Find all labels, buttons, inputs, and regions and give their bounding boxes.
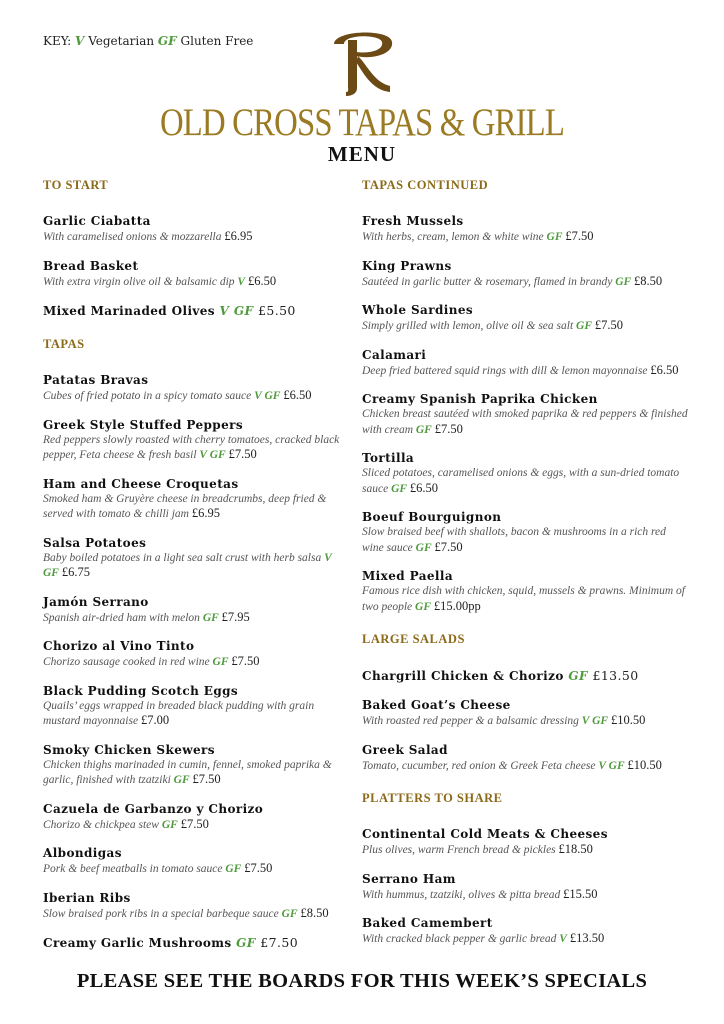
item-name bbox=[362, 569, 688, 584]
menu-item bbox=[43, 802, 343, 833]
item-description bbox=[43, 861, 343, 877]
item-name bbox=[43, 802, 343, 817]
item-price: £7.50 bbox=[192, 772, 221, 786]
item-description bbox=[43, 433, 343, 463]
item-price: £6.50 bbox=[650, 362, 679, 377]
dietary-tags: GF bbox=[546, 231, 563, 243]
dietary-tags: GF bbox=[161, 818, 178, 831]
menu-item bbox=[43, 303, 343, 319]
item-description bbox=[362, 758, 688, 774]
item-price: £7.50 bbox=[434, 421, 463, 436]
menu-item bbox=[362, 872, 688, 903]
item-description bbox=[43, 229, 343, 245]
item-price: £7.50 bbox=[180, 816, 209, 831]
dietary-tags: V GF bbox=[581, 715, 609, 727]
item-description-text: Chicken breast sautéed with smoked paprika & red peppers & finished with cream bbox=[362, 408, 688, 436]
right-menu-column bbox=[362, 178, 688, 961]
menu-item bbox=[362, 451, 688, 496]
item-name-text: Continental Cold Meats & Cheeses bbox=[362, 827, 608, 841]
item-description-text: With herbs, cream, lemon & white wine bbox=[362, 231, 544, 243]
menu-item bbox=[43, 477, 343, 522]
menu-item bbox=[43, 743, 343, 788]
item-price: £7.50 bbox=[594, 318, 623, 332]
item-name bbox=[362, 698, 688, 713]
item-description-text: Simply grilled with lemon, olive oil & sea salt bbox=[362, 320, 574, 332]
dietary-tags: V bbox=[237, 275, 246, 288]
item-price: £6.50 bbox=[283, 388, 312, 402]
dietary-tags: GF bbox=[281, 907, 298, 920]
menu-item bbox=[43, 684, 343, 729]
item-price: £7.00 bbox=[140, 713, 170, 727]
item-price: £8.50 bbox=[300, 905, 329, 920]
item-description bbox=[362, 466, 688, 496]
section-heading: TAPAS CONTINUED bbox=[362, 178, 489, 192]
item-price: £10.50 bbox=[610, 713, 646, 727]
item-description bbox=[362, 229, 688, 245]
item-name-text: Tortilla bbox=[362, 451, 415, 465]
item-description bbox=[362, 525, 688, 555]
item-name-text: Whole Sardines bbox=[362, 303, 474, 317]
item-description-text: Chicken thighs marinaded in cumin, fennel, smoked paprika & garlic, finished with tzatziki bbox=[43, 758, 332, 786]
item-name bbox=[43, 373, 343, 388]
item-name-text: Bread Basket bbox=[43, 258, 139, 273]
item-price: £18.50 bbox=[558, 842, 593, 856]
item-description bbox=[362, 584, 688, 614]
item-name-text: Cazuela de Garbanzo y Chorizo bbox=[43, 801, 264, 816]
item-description-text: Spanish air-dried ham with melon bbox=[43, 611, 200, 624]
item-description-text: Plus olives, warm French bread & pickles bbox=[362, 844, 556, 856]
item-name bbox=[362, 872, 688, 887]
item-description bbox=[43, 654, 343, 670]
menu-item bbox=[43, 536, 343, 581]
item-name bbox=[43, 214, 343, 229]
item-name-text: Baked Camembert bbox=[362, 916, 493, 930]
item-price: £7.50 bbox=[231, 654, 260, 668]
item-name bbox=[43, 639, 343, 654]
dietary-tags: V bbox=[559, 933, 567, 945]
menu-item bbox=[43, 935, 343, 951]
item-price: £7.50 bbox=[244, 861, 273, 875]
item-description bbox=[362, 318, 688, 334]
item-price: £7.50 bbox=[565, 229, 594, 243]
item-name bbox=[43, 935, 343, 951]
item-name bbox=[362, 392, 688, 407]
item-name-text: Greek Style Stuffed Peppers bbox=[43, 417, 243, 432]
item-name bbox=[362, 916, 688, 931]
item-name-text: Smoky Chicken Skewers bbox=[43, 742, 215, 757]
item-price: £15.50 bbox=[563, 886, 598, 901]
item-name bbox=[362, 303, 688, 318]
item-description-text: Cubes of fried potato in a spicy tomato sauce bbox=[43, 390, 252, 402]
item-name-text: Fresh Mussels bbox=[362, 214, 464, 228]
item-price: £8.50 bbox=[634, 273, 663, 288]
menu-item bbox=[362, 259, 688, 290]
item-price: £6.50 bbox=[409, 480, 439, 495]
key-v-symbol: V bbox=[75, 34, 85, 48]
menu-item bbox=[362, 392, 688, 437]
item-description-text: With hummus, tzatziki, olives & pitta bread bbox=[362, 888, 561, 901]
item-description bbox=[43, 610, 343, 626]
menu-item bbox=[362, 303, 688, 334]
item-description-text: Slow braised pork ribs in a special barbeque sauce bbox=[43, 907, 279, 920]
item-price: £10.50 bbox=[627, 757, 662, 772]
item-name bbox=[43, 891, 343, 906]
item-description bbox=[43, 699, 343, 729]
item-name-text: Creamy Garlic Mushrooms bbox=[43, 936, 232, 950]
item-name-text: Black Pudding Scotch Eggs bbox=[43, 683, 239, 698]
section-heading: PLATTERS TO SHARE bbox=[362, 791, 503, 805]
item-name-text: Jamón Serrano bbox=[43, 594, 149, 609]
item-name bbox=[362, 451, 688, 466]
item-price: £7.50 bbox=[228, 447, 257, 461]
item-name-text: Greek Salad bbox=[362, 742, 448, 757]
item-description-text: Famous rice dish with chicken, squid, mussels & prawns. Minimum of two people bbox=[362, 585, 685, 613]
item-name-text: Salsa Potatoes bbox=[43, 535, 147, 550]
menu-item bbox=[362, 214, 688, 245]
item-name bbox=[362, 743, 688, 758]
item-name-text: Creamy Spanish Paprika Chicken bbox=[362, 392, 598, 406]
item-description-text: With caramelised onions & mozzarella bbox=[43, 231, 222, 243]
item-name bbox=[362, 510, 688, 525]
item-name bbox=[43, 846, 343, 861]
item-name-text: Calamari bbox=[362, 347, 427, 362]
dietary-tags: GF bbox=[415, 600, 432, 613]
item-description bbox=[362, 887, 688, 903]
item-description-text: Pork & beef meatballs in tomato sauce bbox=[43, 863, 223, 875]
item-price: £7.95 bbox=[221, 609, 250, 624]
page-title: MENU bbox=[327, 142, 397, 166]
item-price: £13.50 bbox=[569, 931, 605, 945]
item-price: £13.50 bbox=[592, 668, 639, 683]
item-name-text: Chargrill Chicken & Chorizo bbox=[362, 669, 564, 683]
dietary-tags: GF bbox=[202, 611, 219, 624]
item-description-text: Chorizo & chickpea stew bbox=[43, 818, 159, 831]
key-label: KEY: bbox=[43, 34, 72, 48]
item-name-text: Patatas Bravas bbox=[43, 373, 149, 387]
item-description bbox=[362, 407, 688, 437]
dietary-tags: GF bbox=[173, 774, 190, 786]
item-price: £7.50 bbox=[434, 539, 463, 554]
dietary-tags: V GF bbox=[219, 304, 254, 318]
item-name-text: King Prawns bbox=[362, 258, 452, 273]
item-description bbox=[362, 274, 688, 290]
item-name bbox=[362, 214, 688, 229]
item-name-text: Mixed Paella bbox=[362, 569, 454, 583]
item-description bbox=[43, 388, 343, 404]
menu-item bbox=[362, 743, 688, 774]
item-description-text: With roasted red pepper & a balsamic dressing bbox=[362, 715, 579, 727]
item-name-text: Baked Goat’s Cheese bbox=[362, 698, 511, 712]
menu-item bbox=[362, 698, 688, 729]
menu-item bbox=[43, 214, 343, 245]
dietary-tags: GF bbox=[415, 541, 432, 554]
dietary-tags: GF bbox=[236, 936, 256, 950]
item-name bbox=[43, 743, 343, 758]
item-description bbox=[43, 551, 343, 581]
item-name bbox=[362, 827, 688, 842]
dietary-tags: GF bbox=[568, 669, 588, 683]
item-name bbox=[43, 595, 343, 610]
item-name-text: Mixed Marinaded Olives bbox=[43, 304, 215, 318]
section-heading: TAPAS bbox=[43, 337, 85, 351]
item-description-text: Chorizo sausage cooked in red wine bbox=[43, 656, 210, 668]
menu-item bbox=[43, 639, 343, 670]
dietary-tags: GF bbox=[415, 423, 432, 436]
item-description-text: Red peppers slowly roasted with cherry tomatoes, cracked black pepper, Feta cheese & fresh basil bbox=[43, 433, 340, 461]
dietary-tags: GF bbox=[615, 275, 632, 288]
item-name bbox=[43, 477, 343, 492]
item-description-text: With extra virgin olive oil & balsamic dip bbox=[43, 275, 235, 288]
item-price: £15.00pp bbox=[433, 598, 481, 613]
dietary-tags: V GF bbox=[254, 390, 281, 402]
item-description bbox=[43, 492, 343, 522]
item-name-text: Ham and Cheese Croquetas bbox=[43, 476, 239, 491]
key-v-text: Vegetarian bbox=[88, 34, 155, 48]
item-description-text: Deep fried battered squid rings with dill & lemon mayonnaise bbox=[362, 364, 648, 377]
dietary-tags: GF bbox=[391, 482, 408, 495]
item-description-text: Baby boiled potatoes in a light sea salt crust with herb salsa bbox=[43, 551, 322, 564]
item-price: £6.50 bbox=[247, 273, 277, 288]
item-description-text: Sliced potatoes, caramelised onions & eggs, with a sun-dried tomato sauce bbox=[362, 467, 680, 495]
dietary-tags: GF bbox=[576, 320, 592, 332]
item-name-text: Serrano Ham bbox=[362, 871, 456, 886]
menu-item bbox=[362, 569, 688, 614]
menu-item bbox=[43, 259, 343, 290]
item-description bbox=[43, 758, 343, 788]
item-name bbox=[43, 259, 343, 274]
dietary-tags: V GF bbox=[199, 449, 226, 461]
menu-item bbox=[43, 891, 343, 922]
item-description-text: With cracked black pepper & garlic bread bbox=[362, 933, 557, 945]
section-heading: LARGE SALADS bbox=[362, 632, 465, 646]
restaurant-name: OLD CROSS TAPAS & GRILL bbox=[159, 101, 565, 144]
menu-item bbox=[362, 916, 688, 947]
item-description bbox=[43, 817, 343, 833]
item-description bbox=[362, 842, 688, 858]
left-menu-column bbox=[43, 178, 343, 965]
dietary-tags: V GF bbox=[598, 759, 625, 772]
menu-item bbox=[362, 668, 688, 684]
dietary-tags: GF bbox=[212, 656, 229, 668]
item-name bbox=[362, 259, 688, 274]
key-gf-text: Gluten Free bbox=[180, 34, 254, 48]
item-price: £5.50 bbox=[257, 303, 296, 318]
item-description-text: Smoked ham & Gruyère cheese in breadcrumbs, deep fried & served with tomato & chilli jam bbox=[43, 492, 327, 520]
item-name-text: Garlic Ciabatta bbox=[43, 214, 151, 228]
menu-item bbox=[362, 348, 688, 379]
item-description bbox=[362, 363, 688, 379]
menu-item bbox=[362, 827, 688, 858]
item-price: £6.75 bbox=[61, 565, 90, 579]
item-description-text: Slow braised beef with shallots, bacon & mushrooms in a rich red wine sauce bbox=[362, 526, 666, 554]
menu-item bbox=[362, 510, 688, 555]
item-name bbox=[362, 348, 688, 363]
item-name bbox=[43, 418, 343, 433]
item-description bbox=[362, 713, 688, 729]
item-description bbox=[362, 931, 688, 947]
menu-item bbox=[43, 595, 343, 626]
menu-item bbox=[43, 418, 343, 463]
key-gf-symbol: GF bbox=[157, 34, 177, 48]
item-price: £6.95 bbox=[224, 229, 253, 243]
dietary-tags: V GF bbox=[43, 551, 332, 579]
restaurant-logo-icon bbox=[326, 26, 398, 100]
item-name bbox=[362, 668, 688, 684]
section-heading: TO START bbox=[43, 178, 109, 192]
item-description-text: Sautéed in garlic butter & rosemary, flamed in brandy bbox=[362, 275, 613, 288]
item-description bbox=[43, 906, 343, 922]
item-name-text: Chorizo al Vino Tinto bbox=[43, 639, 195, 653]
item-name bbox=[43, 536, 343, 551]
dietary-key bbox=[43, 34, 253, 48]
item-price: £7.50 bbox=[260, 935, 299, 950]
item-name bbox=[43, 303, 343, 319]
menu-item bbox=[43, 846, 343, 877]
specials-banner: PLEASE SEE THE BOARDS FOR THIS WEEK’S SPECIALS bbox=[76, 970, 648, 992]
dietary-tags: GF bbox=[225, 863, 242, 875]
item-description bbox=[43, 274, 343, 290]
menu-item bbox=[43, 373, 343, 404]
item-description-text: Tomato, cucumber, red onion & Greek Feta cheese bbox=[362, 759, 596, 772]
item-name-text: Albondigas bbox=[43, 846, 122, 860]
item-name-text: Boeuf Bourguignon bbox=[362, 510, 502, 524]
item-price: £6.95 bbox=[191, 506, 220, 520]
item-description-text: Quails’ eggs wrapped in breaded black pudding with grain mustard mayonnaise bbox=[43, 699, 315, 727]
item-name-text: Iberian Ribs bbox=[43, 890, 131, 905]
item-name bbox=[43, 684, 343, 699]
